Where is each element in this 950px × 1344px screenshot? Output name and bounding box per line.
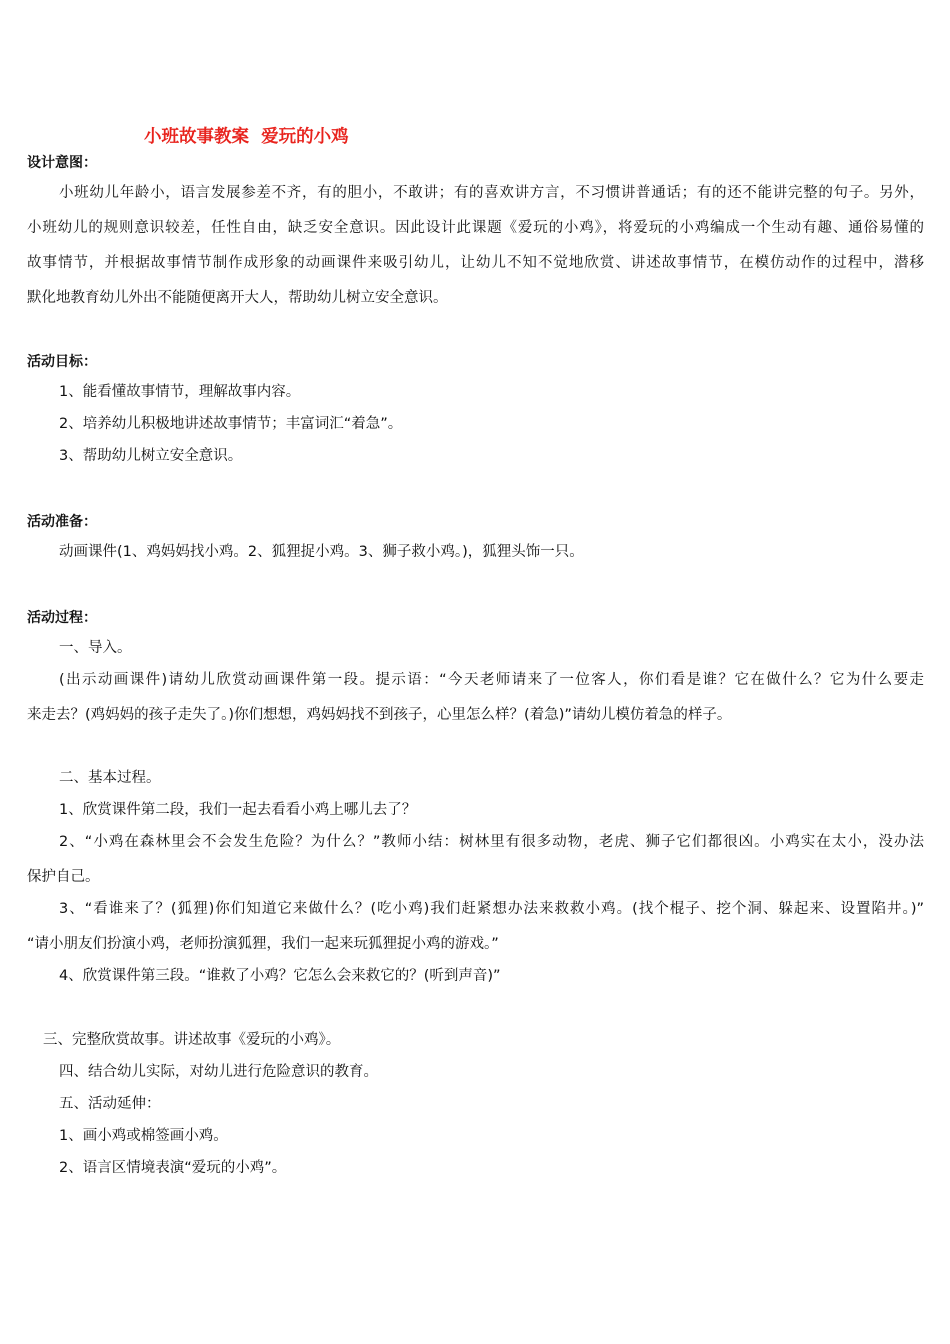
process-paragraph-line: “请小朋友们扮演小鸡，老师扮演狐狸，我们一起来玩狐狸捉小鸡的游戏。” (27, 936, 499, 952)
goal-item: 2、培养幼儿积极地讲述故事情节；丰富词汇“着急”。 (59, 416, 403, 432)
process-step: 三、完整欣赏故事。讲述故事《爱玩的小鸡》。 (43, 1032, 341, 1048)
process-paragraph-line: 来走去？(鸡妈妈的孩子走失了。)你们想想，鸡妈妈找不到孩子，心里怎么样？(着急)”请幼儿模仿着急的样子。 (27, 707, 732, 723)
prep-heading: 活动准备： (27, 514, 97, 530)
goals-heading: 活动目标： (27, 354, 97, 370)
design-paragraph-line: 默化地教育幼儿外出不能随便离开大人，帮助幼儿树立安全意识。 (27, 290, 448, 306)
process-paragraph-line: 4、欣赏课件第三段。“谁救了小鸡？它怎么会来救它的？(听到声音)” (59, 968, 501, 984)
design-heading: 设计意图： (27, 155, 97, 171)
process-step: 二、基本过程。 (59, 770, 161, 786)
process-paragraph-line: 保护自己。 (27, 869, 100, 885)
process-paragraph-line: 2、“小鸡在森林里会不会发生危险？为什么？”教师小结：树林里有很多动物，老虎、狮子它们都很凶。小鸡实在太小，没办法 (59, 834, 924, 850)
page-title: 小班故事教案 爱玩的小鸡 (144, 127, 349, 147)
process-step: 一、导入。 (59, 640, 132, 656)
prep-text: 动画课件(1、鸡妈妈找小鸡。2、狐狸捉小鸡。3、狮子救小鸡。)，狐狸头饰一只。 (59, 544, 584, 560)
process-paragraph-line: 1、画小鸡或棉签画小鸡。 (59, 1128, 228, 1144)
design-paragraph-line: 小班幼儿的规则意识较差，任性自由，缺乏安全意识。因此设计此课题《爱玩的小鸡》，将爱玩的小鸡编成一个生动有趣、通俗易懂的 (27, 220, 924, 236)
process-paragraph-line: (出示动画课件)请幼儿欣赏动画课件第一段。提示语：“今天老师请来了一位客人，你们看是谁？它在做什么？它为什么要走 (59, 672, 924, 688)
goal-item: 1、能看懂故事情节，理解故事内容。 (59, 384, 301, 400)
process-paragraph-line: 1、欣赏课件第二段，我们一起去看看小鸡上哪儿去了？ (59, 802, 417, 818)
process-step: 五、活动延伸： (59, 1096, 161, 1112)
goal-item: 3、帮助幼儿树立安全意识。 (59, 448, 243, 464)
design-paragraph-line: 小班幼儿年龄小，语言发展参差不齐，有的胆小，不敢讲；有的喜欢讲方言，不习惯讲普通话；有的还不能讲完整的句子。另外， (59, 185, 924, 201)
process-paragraph-line: 3、“看谁来了？(狐狸)你们知道它来做什么？(吃小鸡)我们赶紧想办法来救救小鸡。(找个棍子、挖个洞、躲起来、设置陷井。)” (59, 901, 924, 917)
process-paragraph-line: 2、语言区情境表演“爱玩的小鸡”。 (59, 1160, 287, 1176)
process-step: 四、结合幼儿实际，对幼儿进行危险意识的教育。 (59, 1064, 378, 1080)
process-heading: 活动过程： (27, 610, 97, 626)
design-paragraph-line: 故事情节，并根据故事情节制作成形象的动画课件来吸引幼儿，让幼儿不知不觉地欣赏、讲述故事情节，在模仿动作的过程中，潜移 (27, 255, 924, 271)
